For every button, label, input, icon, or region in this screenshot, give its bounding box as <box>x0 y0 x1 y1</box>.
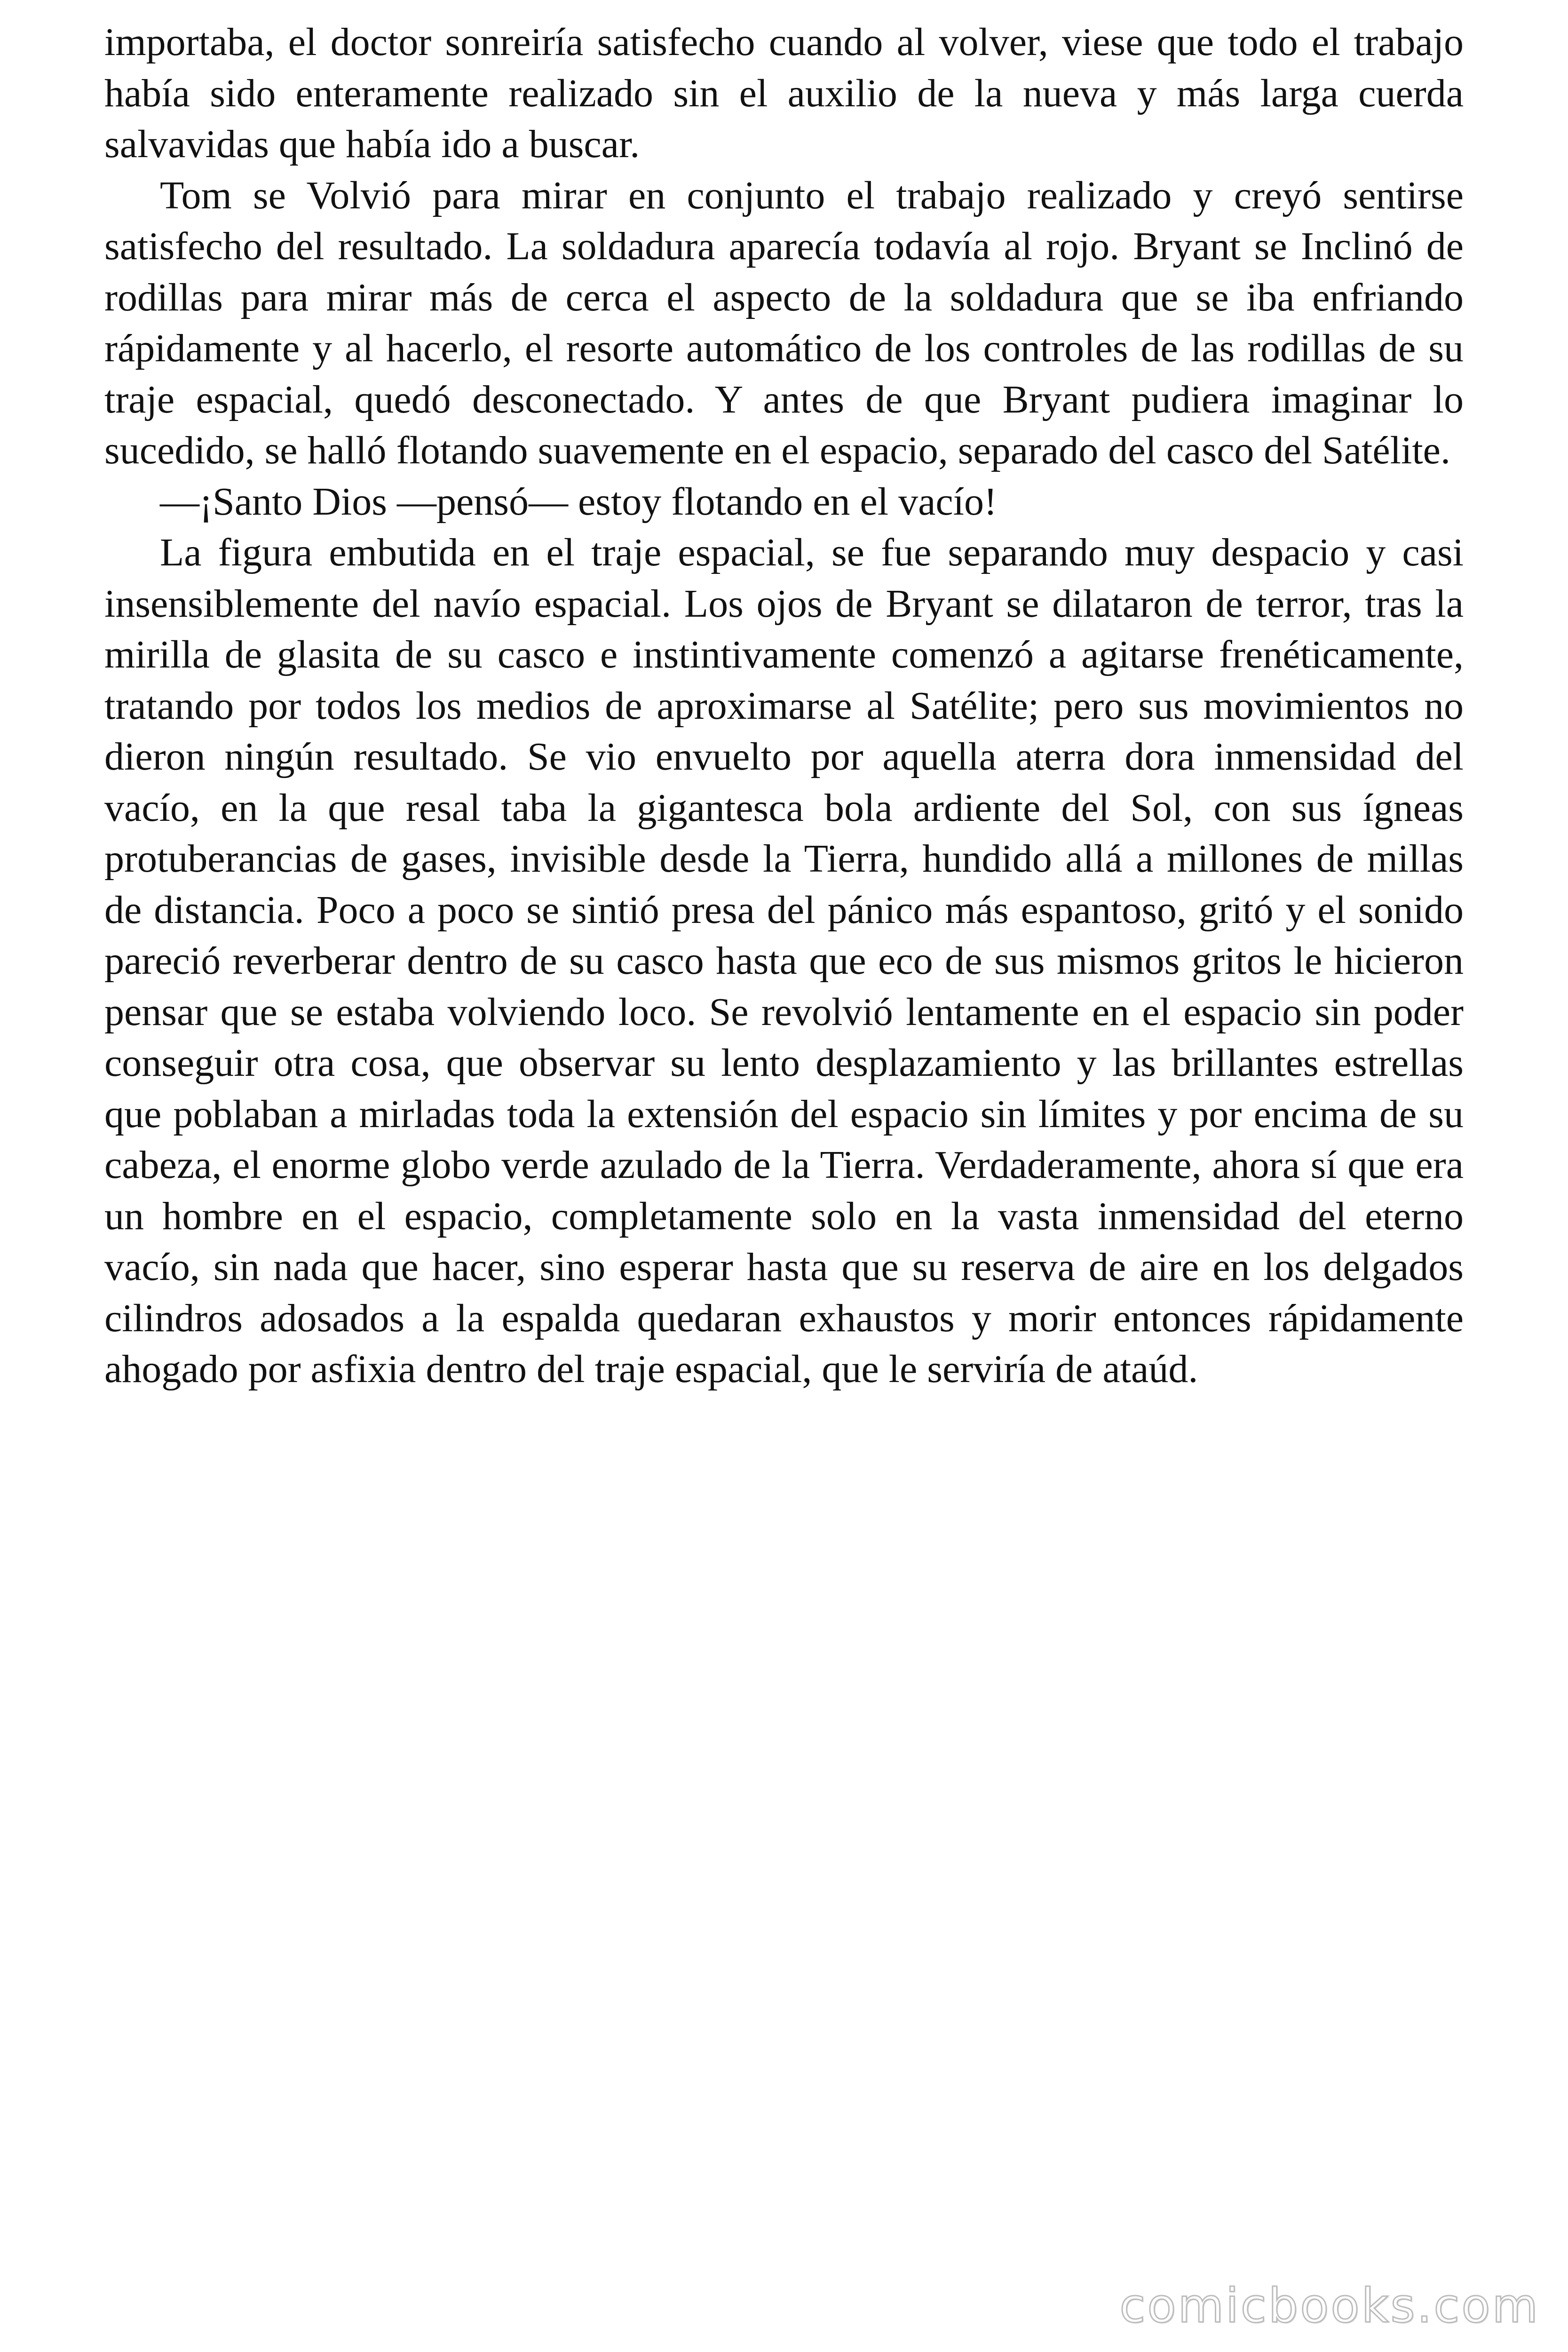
paragraph-2: Tom se Volvió para mirar en conjunto el trabajo realizado y creyó sentirse satisfecho del resultado. La soldadura aparecía todavía al rojo. Bryant se Inclinó de rodillas para mirar más de cerca el aspecto de la soldadura que se iba enfriando rápidamente y al hacerlo, el resorte automático de los controles de las rodillas de su traje espacial, quedó desconectado. Y antes de que Bryant pudiera imaginar lo sucedido, se halló flotando suavemente en el espacio, separado del casco del Satélite. <box>104 173 1464 472</box>
paragraph-1: importaba, el doctor sonreiría satisfecho cuando al volver, viese que todo el trabajo había sido enteramente realizado sin el auxilio de la nueva y más larga cuerda salvavidas que había ido a buscar. <box>104 20 1464 166</box>
page-body <box>104 17 1464 1395</box>
paragraph-3-dialogue: —¡Santo Dios —pensó— estoy flotando en el vacío! <box>160 479 997 524</box>
paragraph-4: La figura embutida en el traje espacial, se fue separando muy despacio y casi insensiblemente del navío espacial. Los ojos de Bryant se dilataron de terror, tras la mirilla de glasita de su casco e instintivamente comenzó a agitarse frenéticamente, tratando por todos los medios de aproximarse al Satélite; pero sus movimientos no dieron ningún resultado. Se vio envuelto por aquella aterra dora inmensidad del vacío, en la que resal taba la gigantesca bola ardiente del Sol, con sus ígneas protuberancias de gases, invisible desde la Tierra, hundido allá a millones de millas de distancia. Poco a poco se sintió presa del pánico más espantoso, gritó y el sonido pareció reverberar dentro de su casco hasta que eco de sus mismos gritos le hicieron pensar que se estaba volviendo loco. Se revolvió lentamente en el espacio sin poder conseguir otra cosa, que observar su lento desplazamiento y las brillantes estrellas que poblaban a mirladas toda la extensión del espacio sin límites y por encima de su cabeza, el enorme globo verde azulado de la Tierra. Verdaderamente, ahora sí que era un hombre en el espacio, completamente solo en la vasta inmensidad del eterno vacío, sin nada que hacer, sino esperar hasta que su reserva de aire en los delgados cilindros adosados a la espalda quedaran exhaustos y morir entonces rápidamente ahogado por asfixia dentro del traje espacial, que le serviría de ataúd. <box>104 531 1464 1391</box>
watermark: comicbooks.com <box>1119 2278 1540 2333</box>
